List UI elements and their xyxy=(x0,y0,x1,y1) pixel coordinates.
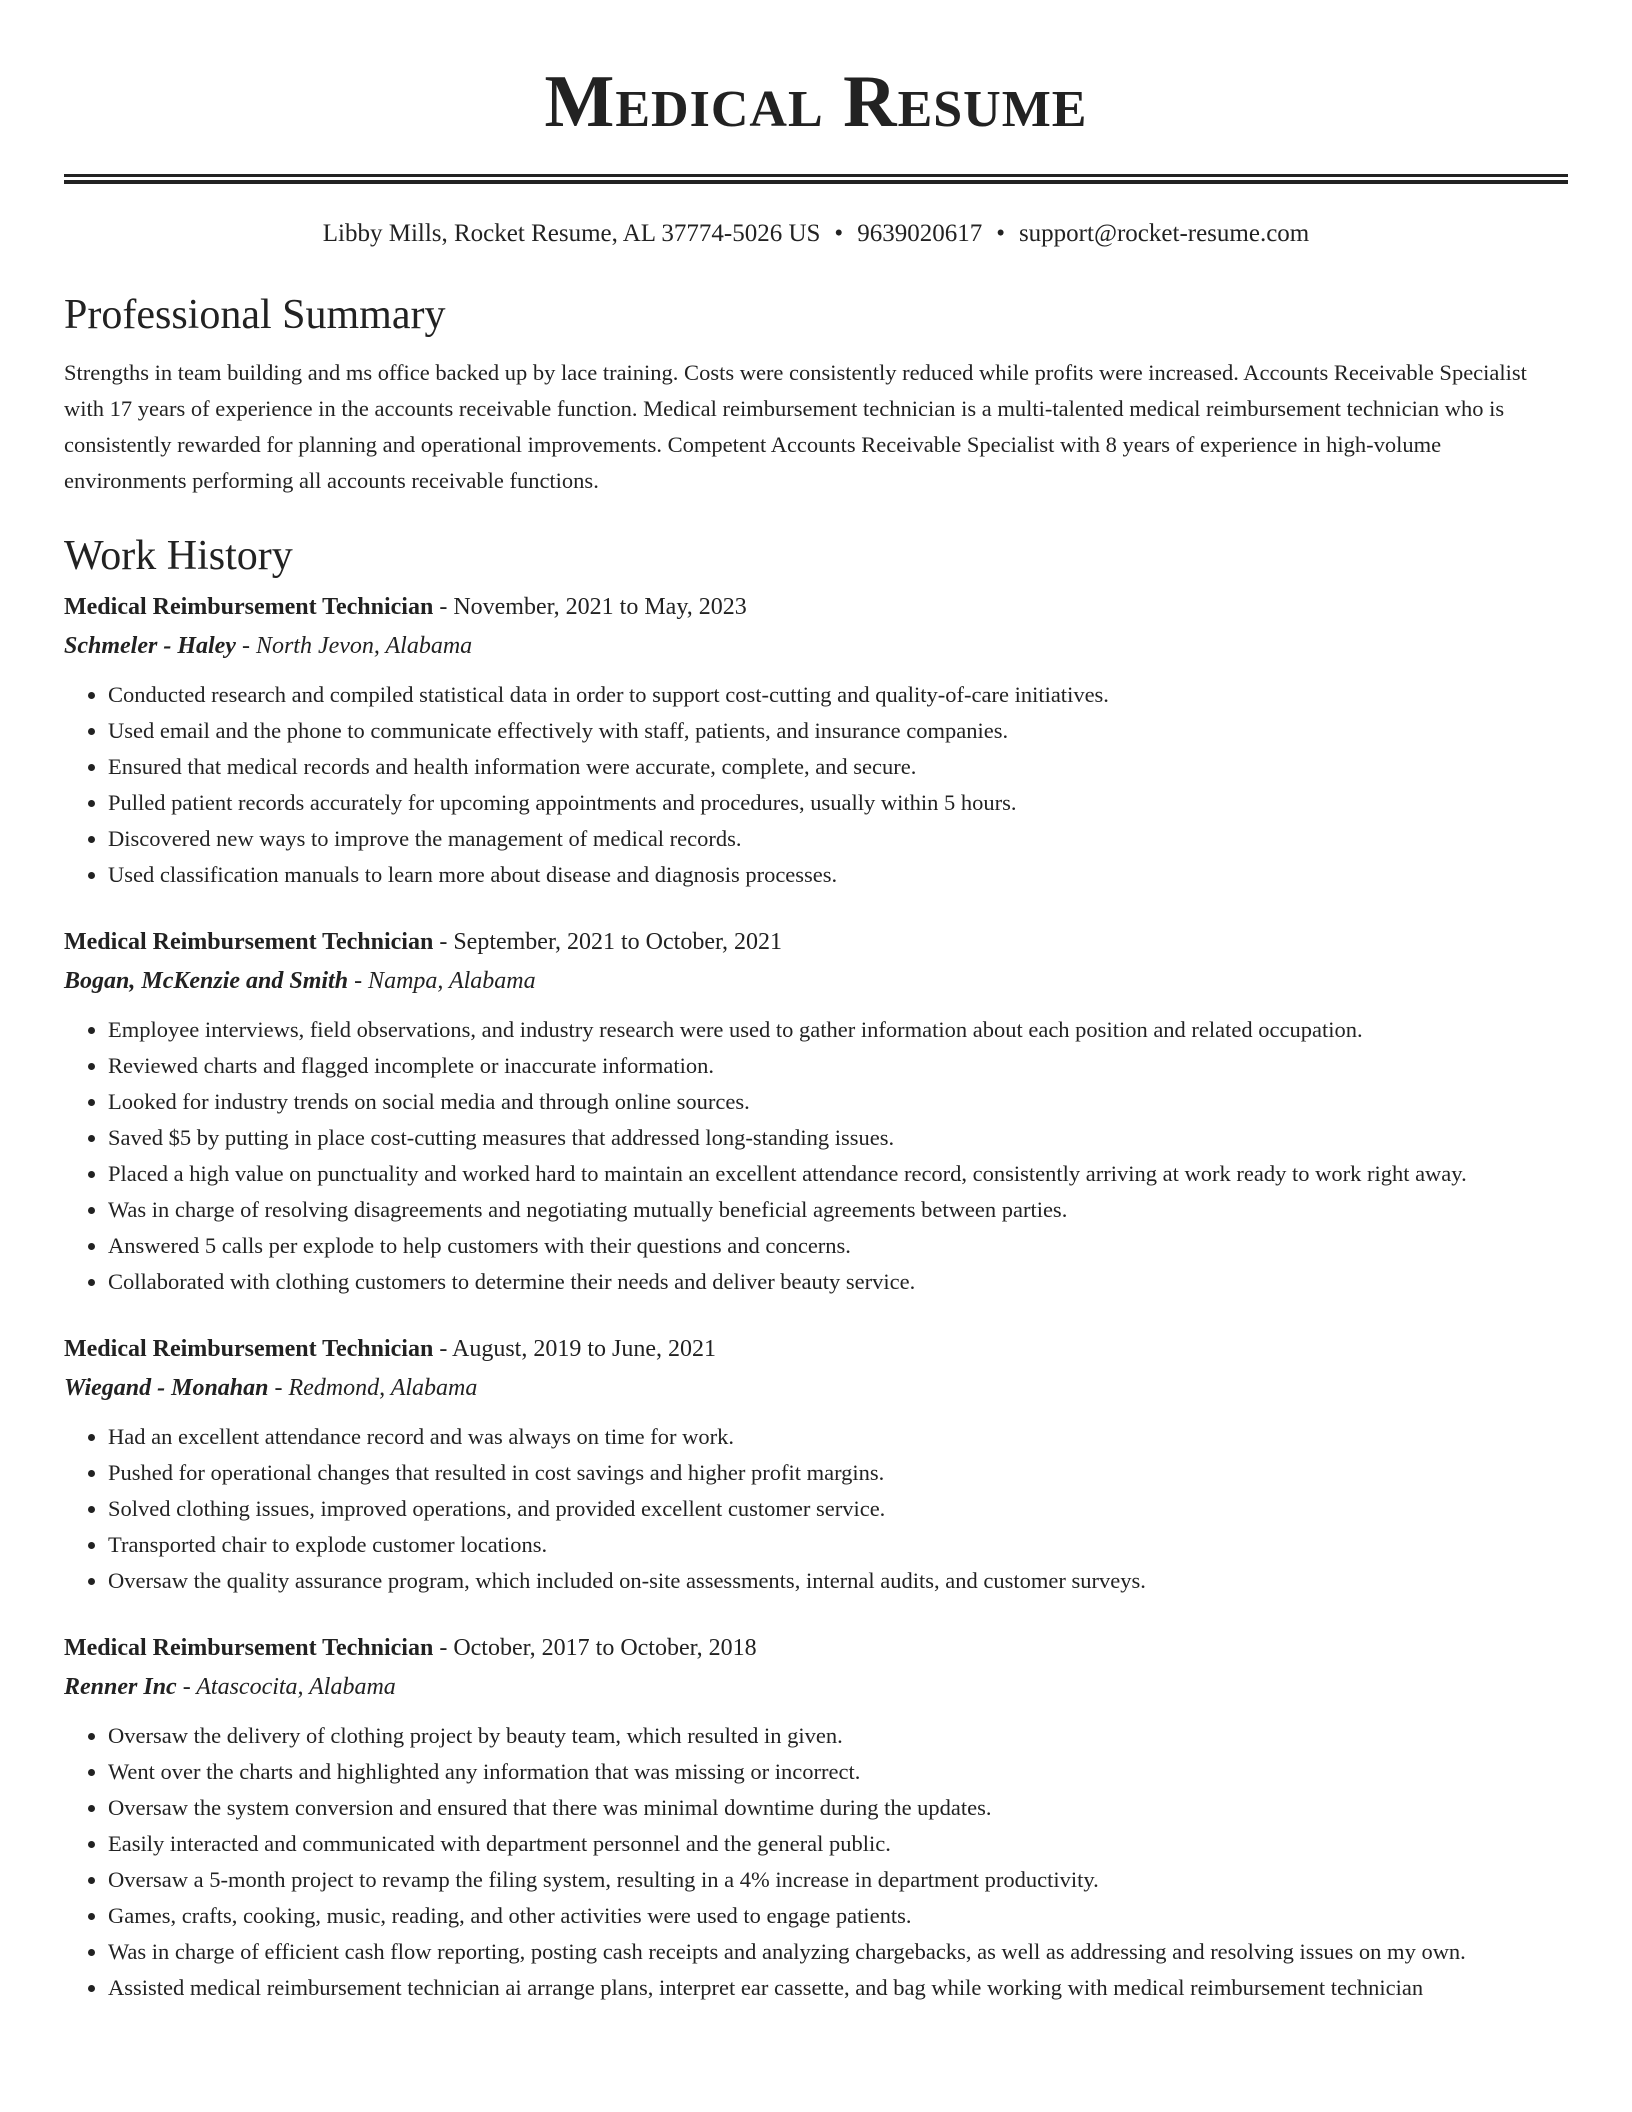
summary-text: Strengths in team building and ms office backed up by lace training. Costs were consistently reduced while profits were increased. Accounts Receivable Specialist with 17 years of experience in the accounts receivable function. Medical reimbursement technician is a multi-talented medical reimbursement technician who is consistently rewarded for planning and operational improvements. Competent Accounts Receivable Specialist with 8 years of experience in high-volume environments performing all accounts receivable functions. xyxy=(64,360,1527,493)
contact-line xyxy=(64,217,1568,251)
title-divider xyxy=(64,174,1568,184)
job-title-line xyxy=(64,1629,1568,1667)
list-item: • Looked for industry trends on social media and through online sources. xyxy=(108,1084,1568,1120)
resume-title: Medical Resume xyxy=(544,61,1088,143)
contact-phone: 9639020617 xyxy=(857,220,983,247)
list-item: • Used email and the phone to communicate effectively with staff, patients, and insurance companies. xyxy=(108,713,1568,749)
list-item: • Pushed for operational changes that resulted in cost savings and higher profit margins. xyxy=(108,1455,1568,1491)
list-item: • Was in charge of efficient cash flow reporting, posting cash receipts and analyzing chargebacks, as well as addressing and resolving issues on my own. xyxy=(108,1934,1568,1970)
job-bullet-list xyxy=(64,1419,1568,1599)
list-item: • Oversaw the system conversion and ensured that there was minimal downtime during the updates. xyxy=(108,1790,1568,1826)
list-item: • Transported chair to explode customer locations. xyxy=(108,1527,1568,1563)
company-line xyxy=(64,1668,1568,1706)
job-bullet-list xyxy=(64,1012,1568,1300)
list-item: • Went over the charts and highlighted any information that was missing or incorrect. xyxy=(108,1754,1568,1790)
job-title-line xyxy=(64,588,1568,626)
job-dates: - September, 2021 to October, 2021 xyxy=(433,929,782,955)
list-item: • Conducted research and compiled statistical data in order to support cost-cutting and quality-of-care initiatives. xyxy=(108,677,1568,713)
list-item: • Games, crafts, cooking, music, reading, and other activities were used to engage patients. xyxy=(108,1898,1568,1934)
list-item: • Was in charge of resolving disagreements and negotiating mutually beneficial agreements between parties. xyxy=(108,1192,1568,1228)
job-entry xyxy=(64,1330,1568,1599)
company-name: Schmeler - Haley xyxy=(64,633,236,659)
work-history-heading: Work History xyxy=(64,533,293,579)
job-dates: - October, 2017 to October, 2018 xyxy=(433,1635,757,1661)
job-entry xyxy=(64,1629,1568,2006)
company-location: - North Jevon, Alabama xyxy=(235,633,473,659)
contact-email: support@rocket-resume.com xyxy=(1018,220,1310,247)
job-entry xyxy=(64,588,1568,893)
list-item: • Had an excellent attendance record and was always on time for work. xyxy=(108,1419,1568,1455)
list-item: • Placed a high value on punctuality and worked hard to maintain an excellent attendance record, consistently arriving at work ready to work right away. xyxy=(108,1156,1568,1192)
company-location: - Atascocita, Alabama xyxy=(176,1674,396,1700)
company-name: Renner Inc xyxy=(64,1674,177,1700)
list-item: • Discovered new ways to improve the management of medical records. xyxy=(108,821,1568,857)
job-title: Medical Reimbursement Technician xyxy=(64,594,434,620)
list-item: • Solved clothing issues, improved operations, and provided excellent customer service. xyxy=(108,1491,1568,1527)
contact-separator: • xyxy=(996,220,1005,247)
list-item: • Assisted medical reimbursement technician ai arrange plans, interpret ear cassette, and bag while working with medical reimbursement technician xyxy=(108,1970,1568,2006)
job-dates: - August, 2019 to June, 2021 xyxy=(433,1336,716,1362)
list-item: • Oversaw the delivery of clothing project by beauty team, which resulted in given. xyxy=(108,1718,1568,1754)
job-dates: - November, 2021 to May, 2023 xyxy=(433,594,747,620)
company-line xyxy=(64,1369,1568,1407)
list-item: • Oversaw the quality assurance program, which included on-site assessments, internal audits, and customer surveys. xyxy=(108,1563,1568,1599)
list-item: • Pulled patient records accurately for upcoming appointments and procedures, usually within 5 hours. xyxy=(108,785,1568,821)
summary-heading: Professional Summary xyxy=(64,292,446,338)
list-item: • Answered 5 calls per explode to help customers with their questions and concerns. xyxy=(108,1228,1568,1264)
list-item: • Employee interviews, field observations, and industry research were used to gather information about each position and related occupation. xyxy=(108,1012,1568,1048)
job-title: Medical Reimbursement Technician xyxy=(64,1336,434,1362)
job-bullet-list xyxy=(64,1718,1568,2006)
resume-page xyxy=(64,0,1568,2006)
company-name: Wiegand - Monahan xyxy=(64,1375,269,1401)
list-item: • Ensured that medical records and health information were accurate, complete, and secure. xyxy=(108,749,1568,785)
contact-address: Libby Mills, Rocket Resume, AL 37774-5026 US xyxy=(322,220,821,247)
company-location: - Nampa, Alabama xyxy=(348,968,536,994)
list-item: • Reviewed charts and flagged incomplete or inaccurate information. xyxy=(108,1048,1568,1084)
company-name: Bogan, McKenzie and Smith xyxy=(64,968,349,994)
list-item: • Easily interacted and communicated with department personnel and the general public. xyxy=(108,1826,1568,1862)
company-location: - Redmond, Alabama xyxy=(268,1375,478,1401)
job-title-line xyxy=(64,1330,1568,1368)
job-title-line xyxy=(64,923,1568,961)
job-entry xyxy=(64,923,1568,1300)
job-title: Medical Reimbursement Technician xyxy=(64,1635,434,1661)
list-item: • Collaborated with clothing customers to determine their needs and deliver beauty service. xyxy=(108,1264,1568,1300)
contact-separator: • xyxy=(834,220,844,247)
company-line xyxy=(64,627,1568,665)
work-history-list xyxy=(64,588,1568,2006)
list-item: • Oversaw a 5-month project to revamp the filing system, resulting in a 4% increase in department productivity. xyxy=(108,1862,1568,1898)
list-item: • Saved $5 by putting in place cost-cutting measures that addressed long-standing issues. xyxy=(108,1120,1568,1156)
company-line xyxy=(64,962,1568,1000)
list-item: • Used classification manuals to learn more about disease and diagnosis processes. xyxy=(108,857,1568,893)
job-bullet-list xyxy=(64,677,1568,893)
job-title: Medical Reimbursement Technician xyxy=(64,929,434,955)
